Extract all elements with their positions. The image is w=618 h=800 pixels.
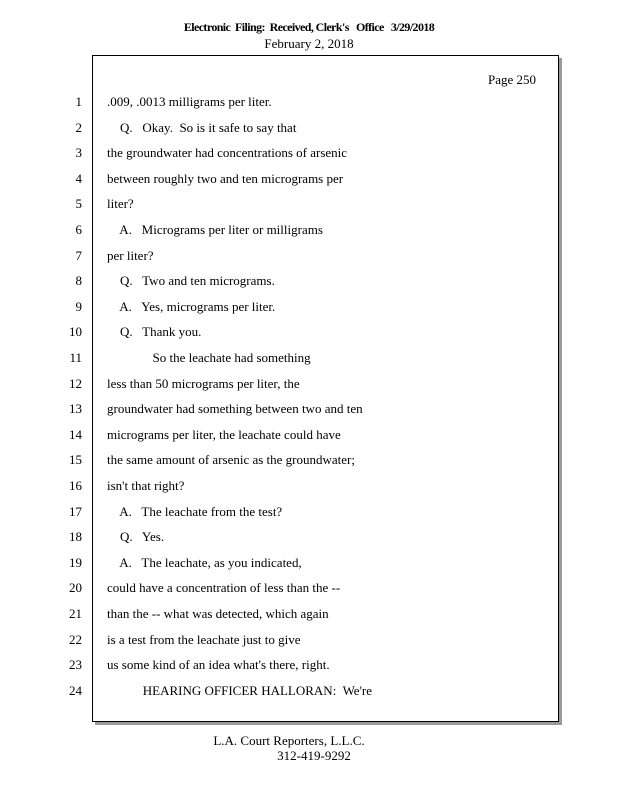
- transcript-line: [0, 399, 618, 419]
- line-number: 11: [69, 350, 82, 365]
- line-number: 2: [75, 119, 82, 135]
- line-number: 10: [69, 324, 82, 340]
- transcript-line: [0, 655, 618, 675]
- line-number: 3: [75, 145, 82, 161]
- line-number: 24: [69, 682, 82, 698]
- line-text: could have a concentration of less than the --: [107, 580, 341, 596]
- page-number: Page 250: [487, 72, 536, 87]
- filing-stamp: Electronic Filing: Received, Clerk's Office 3/29/2018: [183, 20, 435, 34]
- transcript-line: [0, 578, 618, 598]
- line-text: Q. Okay. So is it safe to say that: [107, 119, 297, 135]
- line-number: 14: [69, 426, 82, 442]
- line-text: the same amount of arsenic as the groundwater;: [107, 452, 355, 468]
- line-text: A. Yes, micrograms per liter.: [107, 298, 276, 314]
- line-text: A. The leachate from the test?: [107, 503, 283, 519]
- transcript-line: [0, 374, 618, 394]
- transcript-line: [0, 169, 618, 189]
- line-text: liter?: [107, 196, 134, 212]
- line-number: 5: [75, 196, 82, 212]
- line-number: 18: [69, 529, 82, 545]
- line-text: less than 50 micrograms per liter, the: [107, 375, 300, 391]
- transcript-line: [0, 630, 618, 650]
- transcript-line: [0, 322, 618, 342]
- line-text: A. The leachate, as you indicated,: [107, 554, 302, 570]
- line-text: is a test from the leachate just to give: [107, 631, 301, 647]
- line-number: 21: [69, 606, 82, 621]
- transcript-line: [0, 118, 618, 138]
- transcript-line: [0, 92, 618, 112]
- line-text: So the leachate had something: [107, 350, 311, 365]
- line-number: 7: [75, 247, 82, 263]
- line-text: isn't that right?: [107, 478, 185, 493]
- line-text: Q. Two and ten micrograms.: [107, 273, 275, 289]
- line-number: 20: [69, 580, 82, 596]
- transcript-line: [0, 553, 618, 573]
- transcript-line: [0, 220, 618, 240]
- line-number: 8: [75, 273, 82, 289]
- line-number: 16: [69, 478, 82, 493]
- line-number: 12: [69, 375, 82, 391]
- line-number: 15: [69, 452, 82, 468]
- transcript-line: [0, 450, 618, 470]
- court-reporter-name: L.A. Court Reporters, L.L.C.: [213, 733, 365, 748]
- line-text: A. Micrograms per liter or milligrams: [107, 222, 323, 237]
- line-text: .009, .0013 milligrams per liter.: [107, 94, 272, 109]
- line-text: groundwater had something between two and ten: [107, 401, 363, 417]
- court-reporter-phone: 312-419-9292: [277, 748, 351, 763]
- line-number: 13: [69, 401, 82, 417]
- line-text: Q. Thank you.: [107, 324, 202, 340]
- transcript-line: [0, 604, 618, 624]
- line-text: us some kind of an idea what's there, right.: [107, 657, 330, 673]
- line-number: 4: [75, 170, 82, 186]
- transcript-line: [0, 425, 618, 445]
- line-text: HEARING OFFICER HALLORAN: We're: [107, 682, 373, 698]
- transcript-line: [0, 348, 618, 368]
- line-text: than the -- what was detected, which again: [107, 606, 329, 621]
- transcript-line: [0, 502, 618, 522]
- line-number: 6: [75, 222, 82, 237]
- line-number: 23: [69, 657, 82, 673]
- line-number: 17: [69, 503, 82, 519]
- transcript-line: [0, 143, 618, 163]
- transcript-line: [0, 297, 618, 317]
- line-text: Q. Yes.: [107, 529, 165, 545]
- line-number: 1: [75, 94, 82, 109]
- line-text: between roughly two and ten micrograms per: [107, 170, 344, 186]
- line-text: micrograms per liter, the leachate could have: [107, 426, 341, 442]
- transcript-line: [0, 681, 618, 701]
- filing-date: February 2, 2018: [264, 36, 354, 51]
- line-number: 9: [75, 298, 82, 314]
- line-text: the groundwater had concentrations of arsenic: [107, 145, 348, 161]
- transcript-line: [0, 246, 618, 266]
- line-text: per liter?: [107, 247, 154, 263]
- transcript-line: [0, 194, 618, 214]
- transcript-line: [0, 271, 618, 291]
- transcript-line: [0, 476, 618, 496]
- line-number: 22: [69, 631, 82, 647]
- transcript-line: [0, 527, 618, 547]
- line-number: 19: [69, 554, 82, 570]
